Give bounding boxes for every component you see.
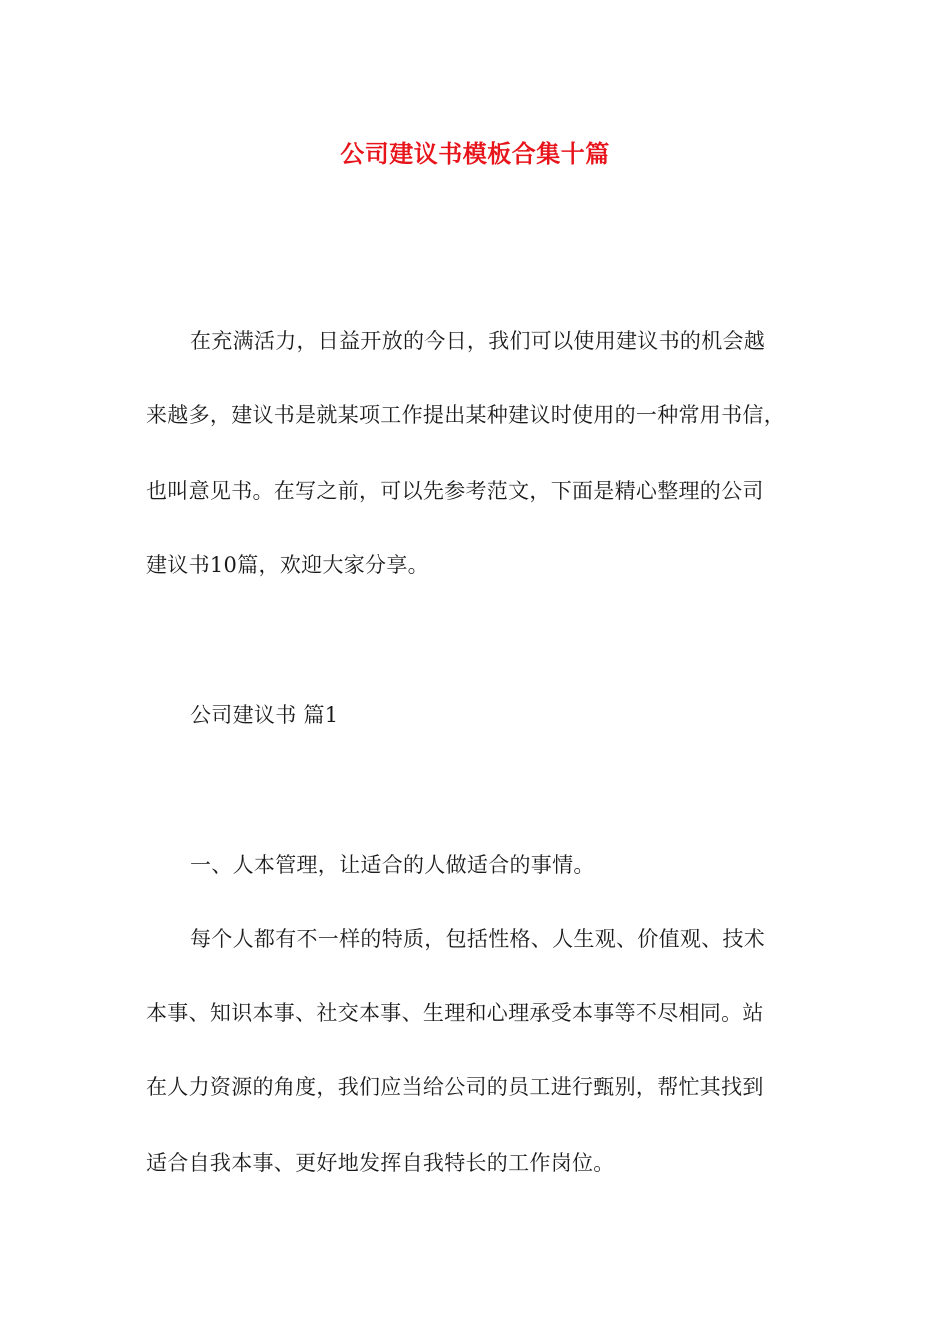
body-line-1: 每个人都有不一样的特质，包括性格、人生观、价值观、技术 [190,927,766,951]
body-line-4: 适合自我本事、更好地发挥自我特长的工作岗位。 [146,1151,615,1175]
section-heading: 公司建议书 篇1 [190,703,339,727]
point-heading: 一、人本管理，让适合的人做适合的事情。 [190,853,595,877]
intro-line-2: 来越多，建议书是就某项工作提出某种建议时使用的一种常用书信， [146,403,785,427]
intro-line-3: 也叫意见书。在写之前，可以先参考范文，下面是精心整理的公司 [146,479,764,503]
intro-line-4: 建议书10篇，欢迎大家分享。 [146,553,429,577]
intro-line-1: 在充满活力，日益开放的今日，我们可以使用建议书的机会越 [190,329,766,353]
body-line-2: 本事、知识本事、社交本事、生理和心理承受本事等不尽相同。站 [146,1001,764,1025]
body-line-3: 在人力资源的角度，我们应当给公司的员工进行甄别，帮忙其找到 [146,1075,764,1099]
document-title: 公司建议书模板合集十篇 [340,139,610,168]
